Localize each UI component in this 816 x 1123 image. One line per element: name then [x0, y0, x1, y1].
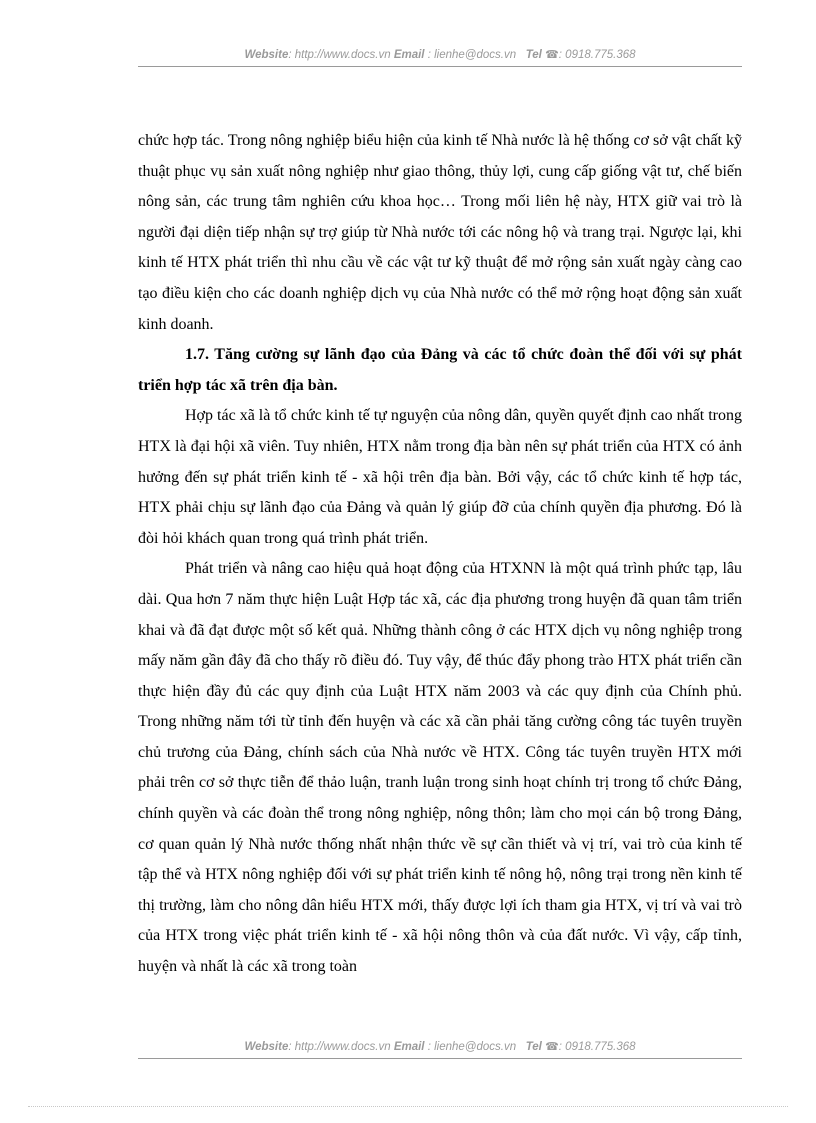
section-heading: 1.7. Tăng cường sự lãnh đạo của Đảng và các tổ chức đoàn thể đối với sự phát triển hợp tác xã trên địa bàn.	[138, 346, 742, 394]
page-footer	[138, 1040, 742, 1053]
header-tel-label: Tel	[525, 49, 542, 61]
paragraph-1: chức hợp tác. Trong nông nghiệp biểu hiện của kinh tế Nhà nước là hệ thống cơ sở vật chất kỹ thuật phục vụ sản xuất nông nghiệp như giao thông, thủy lợi, cung cấp giống vật tư, chế biến nông sản, các trung tâm nghiên cứu khoa học… Trong mối liên hệ này, HTX giữ vai trò là người đại diện tiếp nhận sự trợ giúp từ Nhà nước tới các nông hộ và trang trại. Ngược lại, khi kinh tế HTX phát triển thì nhu cầu về các vật tư kỹ thuật để mở rộng sản xuất ngày càng cao tạo điều kiện cho các doanh nghiệp dịch vụ của Nhà nước có thể mở rộng hoạt động sản xuất kinh doanh.	[138, 132, 742, 333]
header-rule	[138, 66, 742, 67]
header-tel-value: : 0918.775.368	[558, 49, 636, 61]
header-website-value: : http://www.docs.vn	[288, 49, 391, 61]
paragraph-3: Phát triển và nâng cao hiệu quả hoạt động của HTXNN là một quá trình phức tạp, lâu dài. Qua hơn 7 năm thực hiện Luật Hợp tác xã, các địa phương trong huyện đã quan tâm triển khai và đã đạt được một số kết quả. Những thành công ở các HTX dịch vụ nông nghiệp trong mấy năm gần đây đã cho thấy rõ điều đó. Tuy vậy, để thúc đẩy phong trào HTX phát triển cần thực hiện đầy đủ các quy định của Luật HTX năm 2003 và các quy định của Chính phủ. Trong những năm tới từ tỉnh đến huyện và các xã cần phải tăng cường công tác tuyên truyền chủ trương của Đảng, chính sách của Nhà nước về HTX. Công tác tuyên truyền HTX mới phải trên cơ sở thực tiễn để thảo luận, tranh luận trong sinh hoạt chính trị trong tổ chức Đảng, chính quyền và các đoàn thể trong nông nghiệp, nông thôn; làm cho mọi cán bộ trong Đảng, cơ quan quản lý Nhà nước thống nhất nhận thức về sự cần thiết và vị trí, vai trò của kinh tế tập thể và HTX nông nghiệp đối với sự phát triển kinh tế nông hộ, nông trại trong nền kinh tế thị trường, làm cho nông dân hiểu HTX mới, thấy được lợi ích tham gia HTX, vị trí và vai trò của HTX trong việc phát triển kinh tế - xã hội nông thôn và của đất nước. Vì vậy, cấp tỉnh, huyện và nhất là các xã trong toàn	[138, 560, 742, 976]
footer-email-label: Email	[393, 1041, 425, 1053]
footer-website-value: : http://www.docs.vn	[288, 1041, 391, 1053]
footer-tel-label: Tel	[525, 1041, 542, 1053]
header-website-label: Website	[244, 49, 289, 61]
footer-email-value: : lienhe@docs.vn	[424, 1041, 517, 1053]
paragraph-2: Hợp tác xã là tổ chức kinh tế tự nguyện của nông dân, quyền quyết định cao nhất trong HTX là đại hội xã viên. Tuy nhiên, HTX nằm trong địa bàn nên sự phát triển của HTX có ảnh hưởng đến sự phát triển kinh tế - xã hội trên địa bàn. Bởi vậy, các tổ chức kinh tế hợp tác, HTX phải chịu sự lãnh đạo của Đảng và quản lý giúp đỡ của chính quyền địa phương. Đó là đòi hỏi khách quan trong quá trình phát triển.	[138, 407, 742, 547]
footer-website-label: Website	[244, 1041, 289, 1053]
page-header	[138, 48, 742, 61]
page-edge-dotted-line	[28, 1106, 788, 1107]
phone-icon: ☎	[545, 49, 559, 61]
phone-icon: ☎	[545, 1041, 559, 1053]
header-email-value: : lienhe@docs.vn	[424, 49, 517, 61]
header-email-label: Email	[393, 49, 425, 61]
document-body	[138, 126, 742, 983]
footer-tel-value: : 0918.775.368	[558, 1041, 636, 1053]
footer-rule	[138, 1058, 742, 1059]
